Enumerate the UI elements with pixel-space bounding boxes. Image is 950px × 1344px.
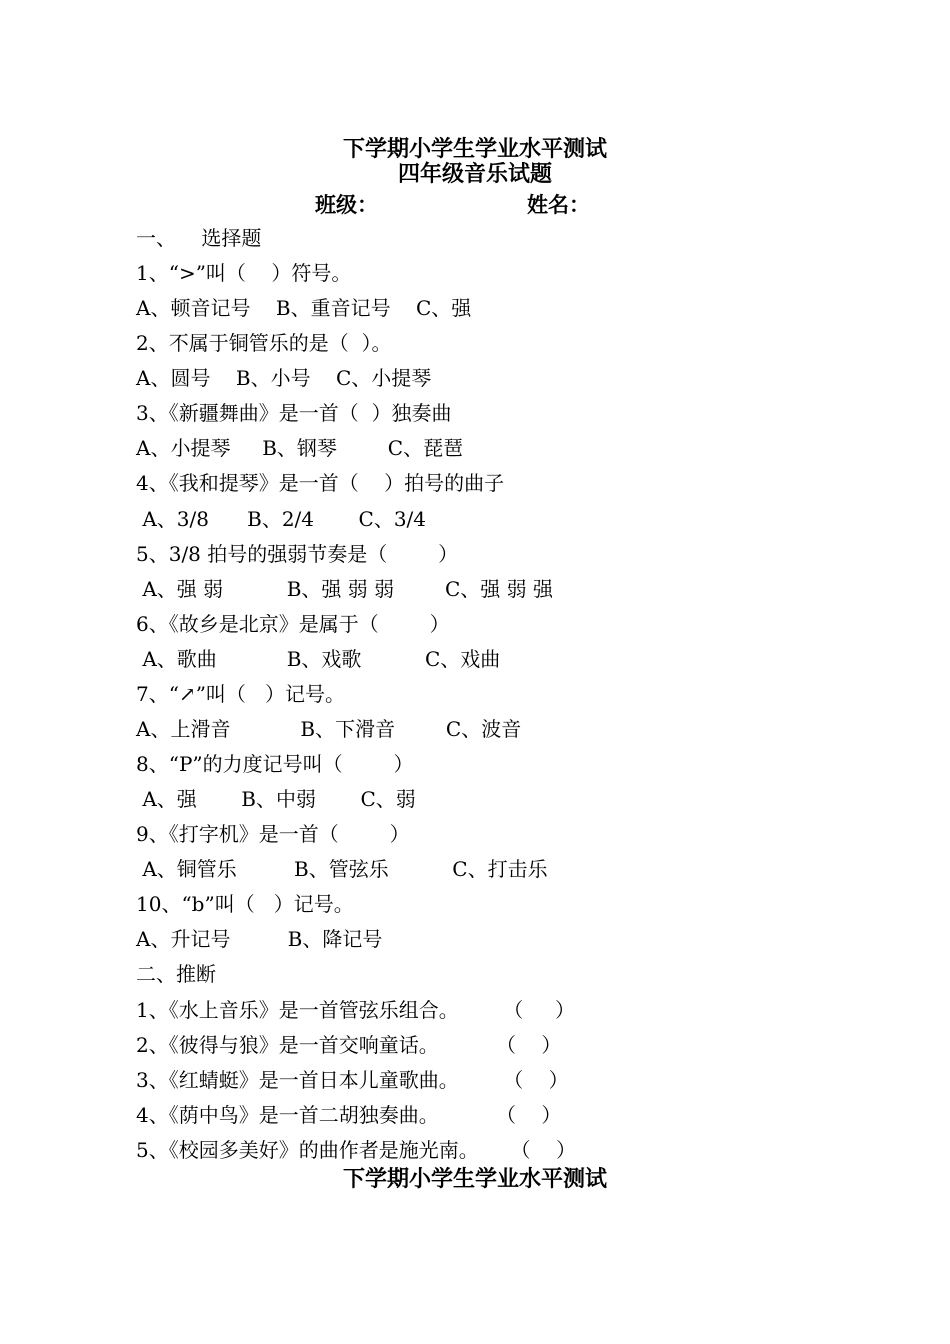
- question-line: 6、《故乡是北京》是属于（ ）: [136, 612, 450, 636]
- question-line: 9、《打字机》是一首（ ）: [136, 822, 410, 846]
- judgement-line: 3、《红蜻蜓》是一首日本儿童歌曲。 （ ）: [136, 1068, 569, 1092]
- options-line: A、歌曲 B、戏歌 C、戏曲: [136, 647, 501, 671]
- judgement-line: 4、《荫中鸟》是一首二胡独奏曲。 （ ）: [136, 1103, 562, 1127]
- judgement-line: 1、《水上音乐》是一首管弦乐组合。 （ ）: [136, 998, 576, 1022]
- exam-subtitle: 四年级音乐试题: [397, 161, 552, 187]
- question-line: 4、《我和提琴》是一首（ ）拍号的曲子: [136, 471, 505, 495]
- options-line: A、强 B、中弱 C、弱: [136, 787, 416, 811]
- judgement-line: 2、《彼得与狼》是一首交响童话。 （ ）: [136, 1033, 562, 1057]
- options-line: A、小提琴 B、钢琴 C、琵琶: [136, 436, 464, 460]
- question-line: 5、3/8 拍号的强弱节奏是（ ）: [136, 542, 459, 566]
- options-line: A、强 弱 B、强 弱 弱 C、强 弱 强: [136, 577, 554, 601]
- options-line: A、顿音记号 B、重音记号 C、强: [136, 296, 472, 320]
- options-line: A、升记号 B、降记号: [136, 927, 383, 951]
- question-line: 8、“P”的力度记号叫（ ）: [136, 752, 414, 776]
- options-line: A、铜管乐 B、管弦乐 C、打击乐: [136, 857, 548, 881]
- question-line: 2、不属于铜管乐的是（ ）。: [136, 331, 392, 355]
- section-heading: 一、 选择题: [136, 226, 262, 250]
- section-heading: 二、推断: [136, 962, 216, 986]
- exam-title: 下学期小学生学业水平测试: [342, 136, 607, 162]
- options-line: A、圆号 B、小号 C、小提琴: [136, 366, 432, 390]
- question-line: 10、“b”叫（ ）记号。: [136, 892, 354, 916]
- name-label: 姓名：: [527, 192, 590, 217]
- class-label: 班级：: [315, 192, 378, 217]
- judgement-line: 5、《校园多美好》的曲作者是施光南。 （ ）: [136, 1138, 576, 1162]
- options-line: A、3/8 B、2/4 C、3/4: [136, 507, 427, 531]
- question-line: 1、“>”叫（ ）符号。: [136, 261, 352, 285]
- question-line: 3、《新疆舞曲》是一首（ ）独奏曲: [136, 401, 452, 425]
- next-page-title: 下学期小学生学业水平测试: [342, 1166, 607, 1192]
- question-line: 7、“↗”叫（ ）记号。: [136, 682, 346, 706]
- options-line: A、上滑音 B、下滑音 C、波音: [136, 717, 522, 741]
